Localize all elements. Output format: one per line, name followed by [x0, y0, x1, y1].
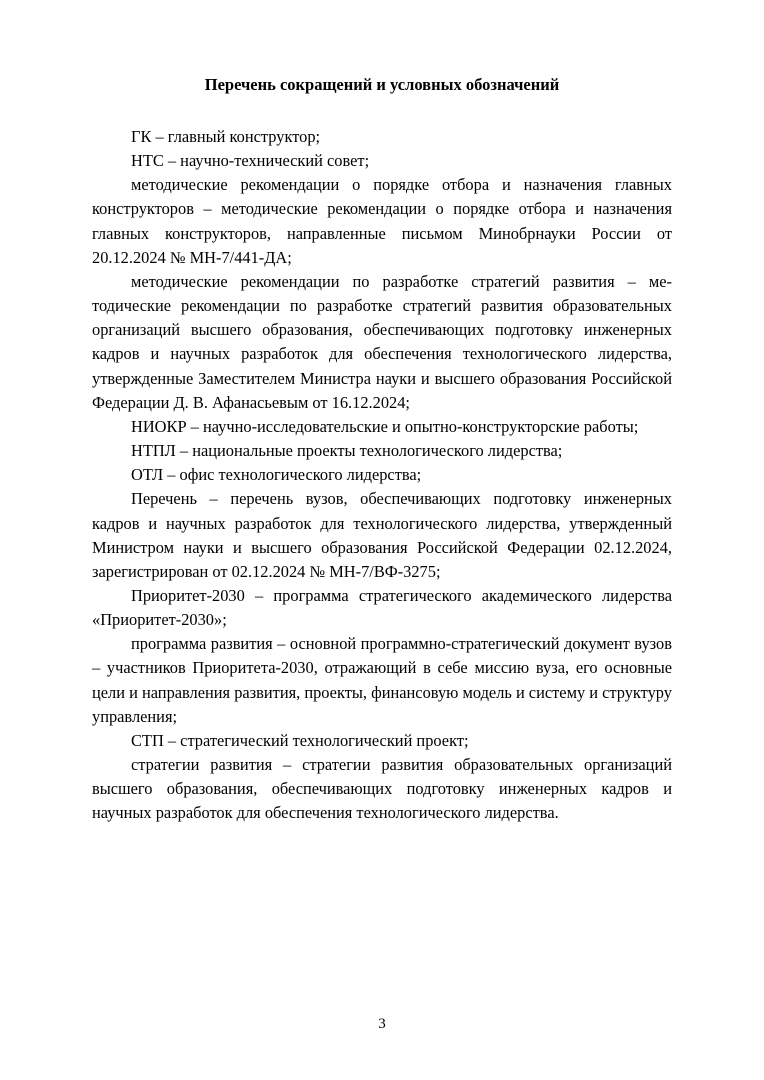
abbreviation-entry-chief-designer-guidelines: методические рекомендации о порядке отбора и назначения главных конструкторов – методические рекомендации о порядке отбора и назначения главных конструкторов, направленные письмом Минобрнауки России от 20.12.2024 № МН-7/441-ДА;: [92, 175, 672, 267]
abbreviation-entry-niokr: НИОКР – научно-исследовательские и опытно-конструкторские работы;: [131, 416, 639, 436]
abbreviation-entry-development-program: программа развития – основной программно-стратегический документ вузов – участников Приоритета-2030, отражающий в себе миссию вуза, его основные цели и направления развития, проекты, финансовую модель и систему и структуру управления;: [92, 634, 672, 726]
abbreviation-entry-gk: ГК – главный конструктор;: [131, 127, 321, 146]
abbreviation-entry-otl: ОТЛ – офис технологического лидерства;: [131, 465, 422, 485]
abbreviation-entry-priority-2030: Приоритет-2030 – программа стратегического академического лидерства «Приоритет-2030»;: [92, 585, 672, 630]
abbreviation-entry-perechen: Перечень – перечень вузов, обеспечивающих подготовку инженерных кадров и научных разработок для технологического лидерства, утвержденный Министром науки и высшего образования Российской Федерации 02.12.2024, зарегистрирован от 02.12.2024 № МН-7/ВФ-3275;: [92, 489, 672, 581]
abbreviation-entry-nts: НТС – научно-технический совет;: [131, 151, 370, 171]
page-title: Перечень сокращений и условных обозначений: [204, 75, 560, 94]
page-number: 3: [378, 1016, 386, 1032]
abbreviation-entry-development-strategies: стратегии развития – стратегии развития образовательных организаций высшего образования, обеспечивающих подготовку инженерных кадров и научных разработок для обеспечения технологического лидерства.: [92, 755, 672, 823]
abbreviation-entry-stp: СТП – стратегический технологический проект;: [131, 730, 469, 750]
abbreviation-entry-strategy-guidelines: методические рекомендации по разработке стратегий развития – методические рекомендации по разработке стратегий развития образовательных организаций высшего образования, обеспечивающих подготовку инженерных кадров и научных разработок для обеспечения технологического лидерства, утвержденные Заместителем Министра науки и высшего образования Российской Федерации Д. В. Афанасьевым от 16.12.2024;: [92, 271, 672, 412]
abbreviation-entry-ntpl: НТПЛ – национальные проекты технологического лидерства;: [131, 441, 563, 461]
abbreviation-list: [92, 125, 672, 826]
